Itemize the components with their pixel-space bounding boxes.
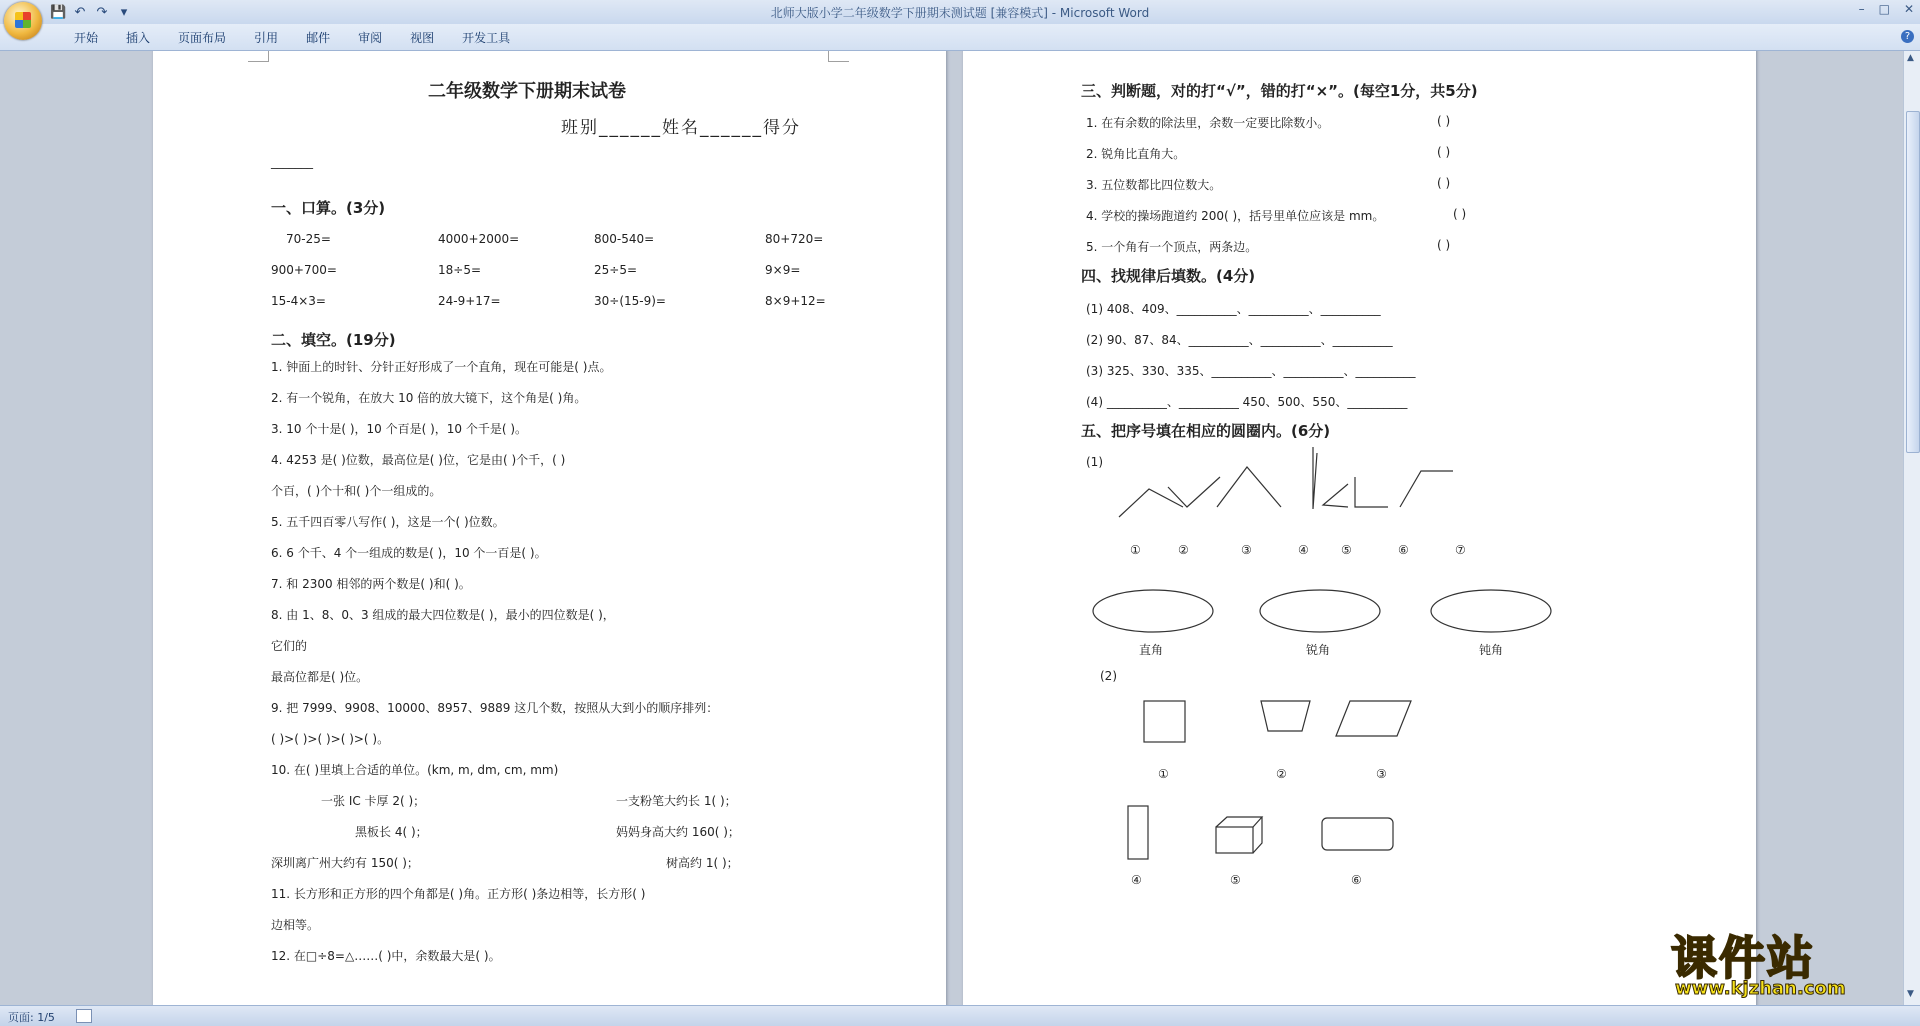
calc-item: 8×9+12= (765, 294, 826, 308)
obtuse-angle-oval (1431, 590, 1551, 632)
question-line: 6. 6 个千、4 个一组成的数是( )，10 个一百是( )。 (271, 546, 547, 560)
site-watermark (1665, 922, 1905, 1002)
ribbon-tab-3[interactable]: 页面布局 (178, 31, 227, 45)
question-line: 9. 把 7999、9908、10000、8957、9889 这几个数，按照从大到小的顺序排列： (271, 701, 719, 715)
ribbon-tab-6[interactable]: 审阅 (358, 31, 383, 45)
office-logo-icon (15, 12, 31, 28)
calc-item: 4000+2000= (438, 232, 520, 246)
customize-qat-icon[interactable]: ▾ (120, 4, 128, 20)
angle-figure-5 (1323, 484, 1348, 507)
ribbon-tab-8[interactable]: 开发工具 (462, 31, 511, 45)
ribbon-tab-7[interactable]: 视图 (410, 31, 435, 45)
section-4-heading: 四、找规律后填数。(4分) (1081, 267, 1256, 285)
pattern-item: (4) __________、__________ 450、500、550、__________ (1086, 395, 1408, 409)
undo-icon[interactable]: ↶ (74, 4, 86, 20)
judge-item: 5. 一个角有一个顶点，两条边。 (1086, 240, 1258, 254)
watermark-url: www.kjzhan.com (1675, 978, 1846, 999)
cuboid-shape (1216, 817, 1262, 853)
shape-number: ③ (1376, 767, 1387, 781)
section-2-heading: 二、填空。(19分) (271, 331, 396, 349)
unit-item: 黑板长 4( )； (355, 825, 428, 839)
crop-mark (828, 51, 849, 62)
judge-item: 1. 在有余数的除法里，余数一定要比除数小。 (1086, 116, 1330, 130)
trapezoid-shape (1261, 701, 1310, 731)
question-line: 11. 长方形和正方形的四个角都是( )角。正方形( )条边相等，长方形( ) (271, 887, 646, 901)
score-blank: _______ (271, 155, 313, 169)
calc-item: 18÷5= (438, 263, 482, 277)
section-1-heading: 一、口算。(3分) (271, 199, 386, 217)
scroll-up-icon[interactable]: ▲ (1907, 53, 1914, 63)
maximize-button[interactable]: □ (1878, 2, 1890, 16)
save-icon[interactable]: 💾 (50, 4, 67, 20)
question-line: 5. 五千四百零八写作( )，这是一个( )位数。 (271, 515, 505, 529)
unit-item: 妈妈身高大约 160( )； (616, 825, 740, 839)
scroll-thumb[interactable] (1906, 111, 1920, 453)
angle-figure-3 (1217, 467, 1281, 507)
shape-number: ④ (1131, 873, 1142, 887)
question-line: 8. 由 1、8、0、3 组成的最大四位数是( )，最小的四位数是( )， (271, 608, 615, 622)
square-shape (1144, 701, 1185, 742)
judge-item: 3. 五位数都比四位数大。 (1086, 178, 1222, 192)
calc-item: 900+700= (271, 263, 337, 277)
calc-item: 800-540= (594, 232, 655, 246)
calc-item: 80+720= (765, 232, 824, 246)
shape-number: ① (1158, 767, 1169, 781)
class-name-score-line: 班别______姓名______得分 (561, 118, 801, 138)
question-line: 10. 在( )里填上合适的单位。(km, m, dm, cm, mm) (271, 763, 559, 777)
question-line: 1. 钟面上的时针、分针正好形成了一个直角，现在可能是( )点。 (271, 360, 612, 374)
angle-figure-6 (1355, 477, 1388, 507)
pattern-item: (3) 325、330、335、__________、__________、__________ (1086, 364, 1416, 378)
angle-number: ⑤ (1341, 543, 1352, 557)
window-controls (1859, 2, 1914, 16)
shape-number: ⑤ (1230, 873, 1241, 887)
pattern-item: (1) 408、409、__________、__________、__________ (1086, 302, 1381, 316)
oval-label: 锐角 (1306, 643, 1331, 657)
unit-item: 一张 IC 卡厚 2( )； (321, 794, 426, 808)
tall-rectangle-shape (1128, 806, 1148, 859)
rounded-rectangle-shape (1322, 818, 1393, 850)
unit-item: 一支粉笔大约长 1( )； (616, 794, 737, 808)
ribbon-tab-1[interactable]: 开始 (74, 31, 99, 45)
minimize-button[interactable]: – (1858, 2, 1865, 16)
question-line: 个百，( )个十和( )个一组成的。 (271, 484, 442, 498)
shape-number: ② (1276, 767, 1287, 781)
page-1[interactable] (153, 51, 946, 1005)
ribbon-tab-5[interactable]: 邮件 (306, 31, 331, 45)
question-line: 2. 有一个锐角，在放大 10 倍的放大镜下，这个角是( )角。 (271, 391, 587, 405)
parallelogram-shape (1336, 701, 1411, 736)
calc-item: 15-4×3= (271, 294, 326, 308)
question-line: 12. 在□÷8=△……( )中，余数最大是( )。 (271, 949, 501, 963)
shape-number: ⑥ (1351, 873, 1362, 887)
angle-figure-4 (1313, 447, 1317, 509)
oval-label: 直角 (1139, 643, 1164, 657)
angle-number: ③ (1241, 543, 1252, 557)
geometry-figures (963, 51, 1756, 1005)
oval-label: 钝角 (1479, 643, 1504, 657)
judge-item: 4. 学校的操场跑道约 200( )，括号里单位应该是 mm。 (1086, 209, 1385, 223)
question-1-label: (1) (1086, 455, 1103, 469)
angle-number: ① (1130, 543, 1141, 557)
answer-bracket: ( ) (1437, 176, 1451, 190)
answer-bracket: ( ) (1437, 114, 1451, 128)
watermark-text: 课件站 (1671, 931, 1815, 985)
calc-item: 9×9= (765, 263, 801, 277)
crop-mark (248, 51, 269, 62)
scroll-down-icon[interactable]: ▼ (1907, 989, 1914, 999)
redo-icon[interactable]: ↷ (96, 4, 108, 20)
unit-item: 深圳离广州大约有 150( )； (271, 856, 419, 870)
question-line: 边相等。 (271, 918, 320, 932)
unit-item: 树高约 1( )； (666, 856, 739, 870)
angle-number: ⑥ (1398, 543, 1409, 557)
vertical-scrollbar[interactable] (1903, 51, 1920, 1005)
page-2[interactable] (963, 51, 1756, 1005)
calc-item: 25÷5= (594, 263, 638, 277)
question-line: 7. 和 2300 相邻的两个数是( )和( )。 (271, 577, 471, 591)
right-angle-oval (1093, 590, 1213, 632)
angle-number: ⑦ (1455, 543, 1466, 557)
calc-item: 30÷(15-9)= (594, 294, 666, 308)
answer-bracket: ( ) (1437, 238, 1451, 252)
close-button[interactable]: ✕ (1903, 2, 1914, 16)
question-line: 最高位都是( )位。 (271, 670, 369, 684)
proofing-icon[interactable] (76, 1009, 92, 1023)
ribbon-tab-2[interactable]: 插入 (126, 31, 151, 45)
ribbon-tab-bar (0, 24, 1920, 51)
title-bar (0, 0, 1920, 25)
question-line: ( )>( )>( )>( )>( )。 (271, 732, 390, 746)
office-button[interactable] (4, 2, 42, 40)
question-line: 它们的 (271, 639, 308, 653)
answer-bracket: ( ) (1453, 207, 1467, 221)
question-line: 4. 4253 是( )位数，最高位是( )位，它是由( )个千，( ) (271, 453, 566, 467)
question-line: 3. 10 个十是( )，10 个百是( )，10 个千是( )。 (271, 422, 528, 436)
section-5-heading: 五、把序号填在相应的圆圈内。(6分) (1081, 422, 1331, 440)
answer-bracket: ( ) (1437, 145, 1451, 159)
calc-item: 70-25= (286, 232, 331, 246)
window-title: 北师大版小学二年级数学下册期末测试题 [兼容模式] - Microsoft Word (770, 6, 1150, 20)
help-icon[interactable]: ? (1901, 30, 1914, 43)
page-indicator[interactable]: 页面: 1/5 (8, 1011, 55, 1024)
angle-figure-2 (1168, 477, 1220, 507)
acute-angle-oval (1260, 590, 1380, 632)
document-area[interactable] (0, 51, 1903, 1005)
status-bar (0, 1005, 1920, 1026)
pattern-item: (2) 90、87、84、__________、__________、__________ (1086, 333, 1393, 347)
ribbon-tabs (60, 29, 524, 46)
section-3-heading: 三、判断题，对的打“√”，错的打“×”。(每空1分，共5分) (1081, 82, 1478, 100)
angle-figure-7 (1400, 471, 1453, 507)
angle-number: ④ (1298, 543, 1309, 557)
calc-item: 24-9+17= (438, 294, 501, 308)
judge-item: 2. 锐角比直角大。 (1086, 147, 1186, 161)
ribbon-tab-4[interactable]: 引用 (254, 31, 279, 45)
exam-title: 二年级数学下册期末试卷 (428, 81, 626, 102)
question-2-label: (2) (1100, 669, 1117, 683)
angle-number: ② (1178, 543, 1189, 557)
